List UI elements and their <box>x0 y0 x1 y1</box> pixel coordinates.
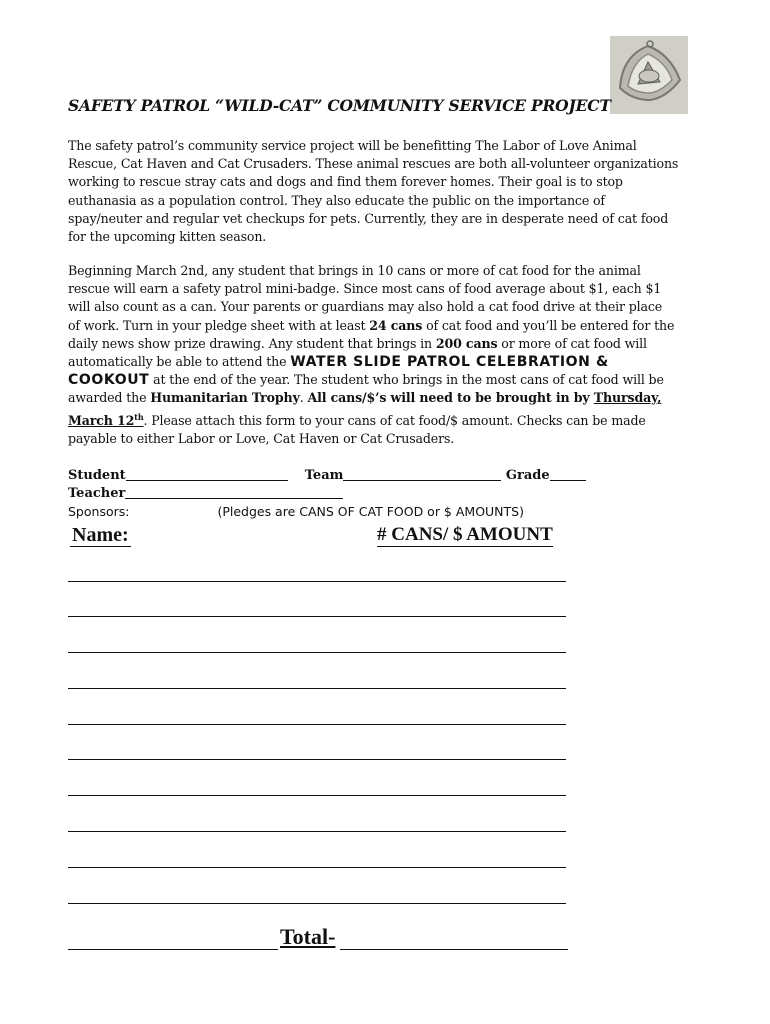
deadline-date <box>68 413 144 428</box>
cans-amount-column-header: # CANS/ $ AMOUNT <box>377 524 553 545</box>
bold-run: Humanitarian Trophy <box>150 390 300 406</box>
total-label: Total- <box>280 924 336 949</box>
teacher-label: Teacher <box>68 486 126 501</box>
page-title: SAFETY PATROL “WILD-CAT” COMMUNITY SERVICE PROJECT <box>68 96 611 115</box>
team-label: Team <box>304 468 344 483</box>
sponsor-entry-line[interactable] <box>68 867 566 868</box>
celebration-highlight: WATER SLIDE PATROL CELEBRATION & <box>290 354 609 371</box>
sponsor-entry-line[interactable] <box>68 652 566 653</box>
paragraph-line: euthanasia as a population control. They also educate the public on the importance of <box>68 192 605 208</box>
paragraph-line <box>68 353 698 371</box>
sponsor-entry-line[interactable] <box>68 616 566 617</box>
grade-field[interactable] <box>550 466 586 481</box>
paragraph-line: rescue will earn a safety patrol mini-badge. Since most cans of food average about $1, each $1 <box>68 281 662 297</box>
sponsor-entry-line[interactable] <box>68 903 566 904</box>
paragraph-line <box>68 317 698 335</box>
paragraph-line: The safety patrol’s community service project will be benefitting The Labor of Love Animal <box>68 138 637 153</box>
grade-label: Grade <box>505 468 550 483</box>
text-run: at the end of the year. The student who brings in the most cans of cat food will be <box>149 372 664 388</box>
text-run: or more of cat food will <box>497 335 647 351</box>
student-label: Student <box>68 468 126 483</box>
text-run: awarded the <box>68 390 151 406</box>
team-field[interactable] <box>343 466 501 481</box>
student-field[interactable] <box>126 466 288 481</box>
sponsor-entry-line[interactable] <box>68 581 566 582</box>
total-row <box>68 922 568 950</box>
teacher-field[interactable] <box>125 484 343 499</box>
sponsor-entry-line[interactable] <box>68 831 566 832</box>
text-run: automatically be able to attend the <box>68 354 291 370</box>
paragraph-line <box>68 371 698 389</box>
paragraph-line: working to rescue stray cats and dogs and find them forever homes. Their goal is to stop <box>68 174 623 190</box>
paragraph-line: spay/neuter and regular vet checkups for pets. Currently, they are in desperate need of cat food <box>68 210 669 226</box>
paragraph-line <box>68 335 698 353</box>
text-run: . <box>299 390 308 406</box>
text-run: of work. Turn in your pledge sheet with at least <box>68 317 370 333</box>
bold-run: 24 cans <box>369 317 423 333</box>
paragraph-line <box>68 389 698 407</box>
deadline-day: Thursday, <box>593 390 662 406</box>
sponsors-row <box>68 504 524 519</box>
paragraph-line: Rescue, Cat Haven and Cat Crusaders. These animal rescues are both all-volunteer organizations <box>68 156 679 172</box>
text-run: March 12 <box>68 412 135 428</box>
sponsor-entry-line[interactable] <box>68 795 566 796</box>
total-amount-field[interactable] <box>340 927 568 950</box>
paragraph-line: for the upcoming kitten season. <box>68 229 267 245</box>
bold-run: All cans/$’s will need to be brought in by <box>307 390 594 406</box>
paragraph-line <box>68 408 698 430</box>
teacher-info-row <box>68 484 343 501</box>
name-column-header: Name: <box>72 524 129 546</box>
ordinal-suffix: th <box>134 411 144 422</box>
sponsor-entry-line[interactable] <box>68 759 566 760</box>
bold-run: 200 cans <box>435 335 498 351</box>
text-run: of cat food and you’ll be entered for the <box>422 317 675 333</box>
paragraph-line: Beginning March 2nd, any student that brings in 10 cans or more of cat food for the animal <box>68 263 641 278</box>
student-info-row <box>68 466 586 483</box>
text-run: daily news show prize drawing. Any student that brings in <box>68 335 436 351</box>
rules-paragraph <box>68 262 698 448</box>
text-run: . Please attach this form to your cans of cat food/$ amount. Checks can be made <box>143 412 646 428</box>
paragraph-line: will also count as a can. Your parents or guardians may also hold a cat food drive at their place <box>68 299 663 315</box>
paragraph-line: payable to either Labor or Love, Cat Haven or Cat Crusaders. <box>68 431 455 447</box>
sponsor-entry-line[interactable] <box>68 724 566 725</box>
sponsors-label: Sponsors: <box>68 504 130 519</box>
pledges-note: (Pledges are CANS OF CAT FOOD or $ AMOUNTS) <box>217 504 524 519</box>
total-left-line <box>68 927 278 950</box>
sponsor-entry-line[interactable] <box>68 688 566 689</box>
intro-paragraph <box>68 137 698 246</box>
celebration-highlight: COOKOUT <box>68 372 150 389</box>
